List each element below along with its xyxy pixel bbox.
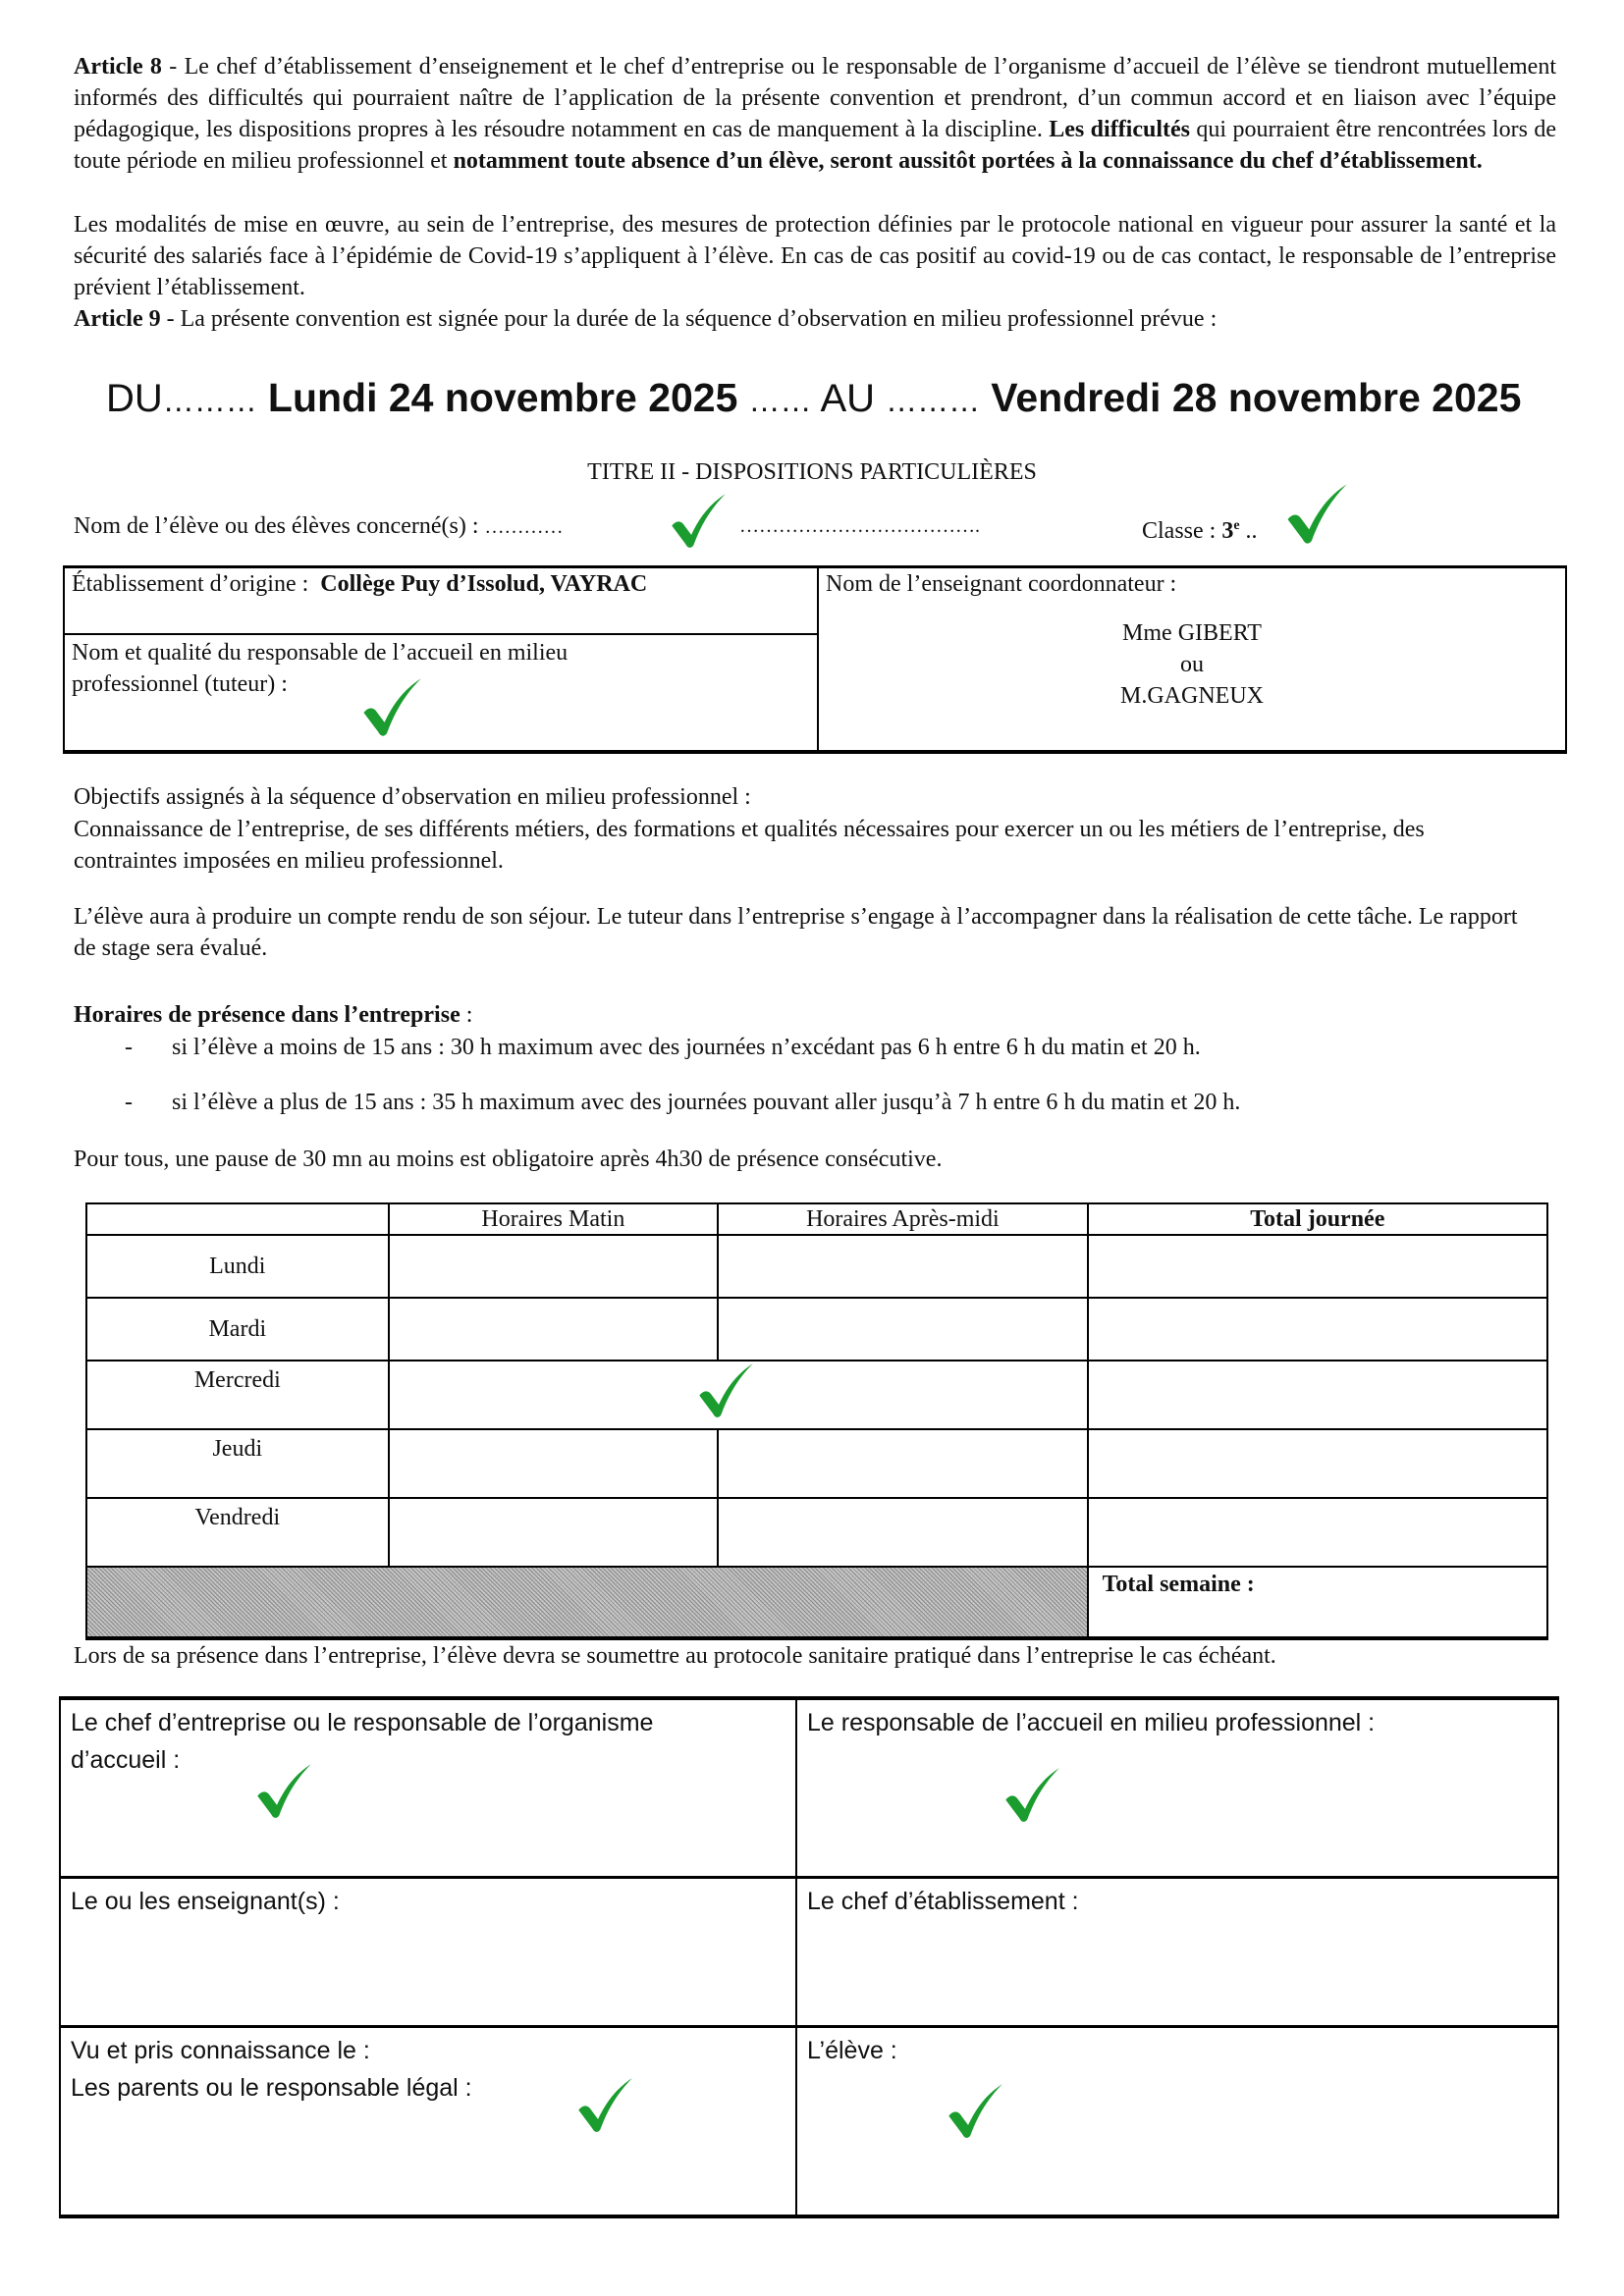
class-line	[1142, 510, 1258, 547]
morning-hours-cell[interactable]	[389, 1235, 719, 1298]
to-dots: ………	[886, 383, 981, 418]
checkmark-icon	[569, 2077, 640, 2134]
article-9-paragraph	[74, 303, 1556, 335]
day-label: Mercredi	[86, 1361, 389, 1429]
class-value[interactable]: 3	[1221, 518, 1234, 544]
table-row	[86, 1235, 1547, 1298]
day-total-cell[interactable]	[1088, 1298, 1547, 1361]
mid-dots: ……	[748, 383, 812, 418]
coordinator-label: Nom de l’enseignant coordonnateur :	[826, 571, 1177, 597]
to-label: AU	[820, 377, 876, 420]
article-8-bold-absence: notamment toute absence d’un élève, seront aussitôt portées à la connaissance du chef d’établissement.	[453, 148, 1483, 174]
coordinator-name-1: Mme GIBERT	[1122, 620, 1262, 646]
checkmark-icon	[663, 493, 733, 550]
titre-2-heading: TITRE II - DISPOSITIONS PARTICULIÈRES	[587, 459, 1037, 485]
from-dots: ………	[162, 383, 257, 418]
afternoon-hours-cell[interactable]	[718, 1298, 1087, 1361]
class-dots: ..	[1245, 518, 1258, 544]
school-head-label: Le chef d’établissement :	[807, 1887, 1079, 1915]
article-8-label: Article 8	[74, 54, 162, 80]
teachers-label: Le ou les enseignant(s) :	[71, 1887, 340, 1915]
signature-row	[60, 1877, 1558, 2026]
hours-heading-label: Horaires de présence dans l’entreprise	[74, 1002, 460, 1028]
day-total-cell[interactable]	[1088, 1498, 1547, 1567]
dates-line	[106, 375, 1521, 421]
checkmark-icon	[690, 1362, 761, 1419]
hours-bullet-under-15: si l’élève a moins de 15 ans : 30 h maximum avec des journées n’excédant pas 6 h entre 6 h du matin et 20 h.	[172, 1035, 1201, 1060]
tutor-label-line-1: Nom et qualité du responsable de l’accueil en milieu	[72, 640, 568, 666]
table-row	[86, 1361, 1547, 1429]
schedule-header-row	[86, 1203, 1547, 1235]
company-head-label-1: Le chef d’entreprise ou le responsable de l’organisme	[71, 1709, 654, 1736]
coordinator-name-2: M.GAGNEUX	[1120, 683, 1264, 709]
day-label: Mardi	[86, 1298, 389, 1361]
objectives-text: Connaissance de l’entreprise, de ses différents métiers, des formations et qualités nécessaires pour exercer un ou les métiers de l’entreprise, des contraintes imposées en milieu professionnel.	[74, 817, 1425, 874]
article-8-text: - Le chef d’établissement d’enseignement et le chef d’entreprise ou le responsable de l’organisme d’accueil de l’élève se tiendront mutuellement informés des difficultés qui pourraient naître de l’application de la présente convention et prendront, d’un commun accord et en liaison avec l’équipe pédagogique, les dispositions propres à les résoudre notamment en cas de manquement à la discipline.	[74, 54, 1556, 142]
hours-heading-suffix: :	[460, 1002, 473, 1028]
hatched-cell	[86, 1567, 1088, 1638]
day-total-cell[interactable]	[1088, 1361, 1547, 1429]
morning-hours-cell[interactable]	[389, 1429, 719, 1498]
coordinator-or: ou	[1180, 652, 1204, 677]
hours-heading	[74, 999, 472, 1031]
report-text: L’élève aura à produire un compte rendu de son séjour. Le tuteur dans l’entreprise s’engage à l’accompagner dans la réalisation de cette tâche. Le rapport de stage sera évalué.	[74, 904, 1518, 961]
student-label: L’élève :	[807, 2036, 897, 2064]
covid-paragraph: Les modalités de mise en œuvre, au sein de l’entreprise, des mesures de protection définies par le protocole national en vigueur pour assurer la santé et la sécurité des salariés face à l’épidémie de Covid-19 s’appliquent à l’élève. En cas de cas positif au covid-19 ou de cas contact, le responsable de l’entreprise prévient l’établissement.	[74, 212, 1556, 300]
checkmark-icon	[940, 2083, 1010, 2140]
article-9-label: Article 9	[74, 306, 161, 332]
tutor-label-line-2: professionnel (tuteur) :	[72, 671, 288, 697]
header-afternoon: Horaires Après-midi	[718, 1203, 1087, 1235]
tutor-cell[interactable]	[65, 635, 819, 750]
day-total-cell[interactable]	[1088, 1429, 1547, 1498]
header-empty	[86, 1203, 389, 1235]
seen-acknowledged-label: Vu et pris connaissance le :	[71, 2036, 370, 2064]
pause-rule: Pour tous, une pause de 30 mn au moins est obligatoire après 4h30 de présence consécutive.	[74, 1147, 943, 1172]
article-9-text: - La présente convention est signée pour la durée de la séquence d’observation en milieu professionnel prévue :	[160, 306, 1218, 332]
header-day-total: Total journée	[1088, 1203, 1547, 1235]
day-label: Jeudi	[86, 1429, 389, 1498]
class-label: Classe :	[1142, 518, 1217, 544]
start-date: Lundi 24 novembre 2025	[267, 375, 738, 420]
teachers-signature-cell[interactable]	[60, 1877, 796, 2026]
afternoon-hours-cell[interactable]	[718, 1429, 1087, 1498]
table-row	[86, 1429, 1547, 1498]
article-8-text-2: qui pourraient être rencontrées lors de toute période en milieu professionnel et	[74, 117, 1556, 174]
day-total-cell[interactable]	[1088, 1235, 1547, 1298]
afternoon-hours-cell[interactable]	[718, 1235, 1087, 1298]
company-head-label-2: d’accueil :	[71, 1746, 181, 1774]
objectives-heading: Objectifs assignés à la séquence d’observation en milieu professionnel :	[74, 784, 751, 810]
class-superscript: e	[1233, 518, 1240, 533]
table-row	[86, 1498, 1547, 1567]
end-date: Vendredi 28 novembre 2025	[991, 375, 1522, 420]
table-row-total	[86, 1567, 1547, 1638]
student-name-label: Nom de l’élève ou des élèves concerné(s) :	[74, 513, 479, 539]
morning-hours-cell[interactable]	[389, 1298, 719, 1361]
sanitary-protocol-text: Lors de sa présence dans l’entreprise, l’élève devra se soumettre au protocole sanitaire pratiqué dans l’entreprise le cas échéant.	[74, 1643, 1276, 1669]
bullet-dash: -	[125, 1035, 133, 1060]
from-label: DU	[106, 377, 163, 420]
student-name-field[interactable]: …………	[484, 516, 564, 538]
article-8-bold-difficulties: Les difficultés	[1049, 117, 1190, 142]
checkmark-icon	[997, 1767, 1067, 1824]
checkmark-icon	[356, 677, 427, 738]
school-info-box	[63, 565, 1567, 754]
checkmark-icon	[248, 1763, 319, 1820]
parents-signature-cell[interactable]	[60, 2026, 796, 2216]
origin-cell	[65, 568, 819, 635]
origin-value: Collège Puy d’Issolud, VAYRAC	[320, 571, 648, 597]
parents-label: Les parents ou le responsable légal :	[71, 2073, 472, 2102]
student-signature-cell[interactable]	[796, 2026, 1558, 2216]
host-supervisor-signature-cell[interactable]	[796, 1698, 1558, 1877]
host-supervisor-label: Le responsable de l’accueil en milieu professionnel :	[807, 1709, 1376, 1736]
coordinator-cell	[819, 568, 1565, 750]
origin-label: Établissement d’origine :	[72, 571, 309, 597]
signature-row	[60, 2026, 1558, 2216]
article-8-paragraph	[74, 51, 1556, 177]
checkmark-icon	[1279, 483, 1354, 546]
bullet-dash: -	[125, 1090, 133, 1115]
school-head-signature-cell[interactable]	[796, 1877, 1558, 2026]
table-row	[86, 1298, 1547, 1361]
afternoon-hours-cell[interactable]	[718, 1498, 1087, 1567]
company-head-signature-cell[interactable]	[60, 1698, 796, 1877]
day-label: Lundi	[86, 1235, 389, 1298]
week-total-cell[interactable]: Total semaine :	[1088, 1567, 1547, 1638]
student-name-line	[74, 510, 564, 543]
schedule-table	[85, 1202, 1548, 1640]
morning-hours-cell[interactable]	[389, 1498, 719, 1567]
hours-bullet-over-15: si l’élève a plus de 15 ans : 35 h maximum avec des journées pouvant aller jusqu’à 7 h entre 6 h du matin et 20 h.	[172, 1090, 1241, 1115]
student-name-field-2[interactable]: ……………………………….	[739, 515, 980, 537]
day-label: Vendredi	[86, 1498, 389, 1567]
header-morning: Horaires Matin	[389, 1203, 719, 1235]
